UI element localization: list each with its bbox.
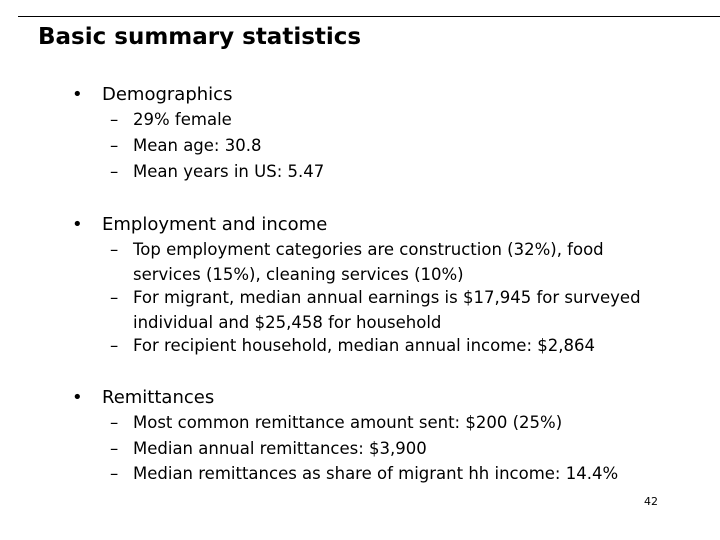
bullet-heading: Demographics — [102, 84, 233, 105]
bullet-heading: Employment and income — [102, 214, 328, 235]
sub-item-text: Most common remittance amount sent: $200 (25%) — [133, 413, 563, 432]
dash-icon: – — [110, 439, 119, 458]
dash-icon: – — [110, 288, 119, 307]
page-number: 42 — [644, 495, 658, 508]
dash-icon: – — [110, 464, 119, 483]
slide-title: Basic summary statistics — [38, 24, 362, 50]
dash-icon: – — [110, 413, 119, 432]
dash-icon: – — [110, 110, 119, 129]
dash-icon: – — [110, 162, 119, 181]
sub-item-text: For recipient household, median annual income: $2,864 — [133, 336, 595, 355]
bullet-icon: • — [72, 387, 83, 408]
bullet-icon: • — [72, 214, 83, 235]
dash-icon: – — [110, 336, 119, 355]
sub-item-text: 29% female — [133, 110, 232, 129]
dash-icon: – — [110, 240, 119, 259]
sub-item-text: Top employment categories are construction (32%), food services (15%), cleaning services (10%) — [133, 240, 604, 284]
sub-item-text: Mean years in US: 5.47 — [133, 162, 325, 181]
sub-item-text: Median remittances as share of migrant hh income: 14.4% — [133, 464, 619, 483]
bullet-heading: Remittances — [102, 387, 215, 408]
bullet-icon: • — [72, 84, 83, 105]
sub-item-text: Median annual remittances: $3,900 — [133, 439, 427, 458]
dash-icon: – — [110, 136, 119, 155]
sub-item-text: For migrant, median annual earnings is $17,945 for surveyed individual and $25,458 for household — [133, 288, 641, 332]
sub-item-text: Mean age: 30.8 — [133, 136, 262, 155]
